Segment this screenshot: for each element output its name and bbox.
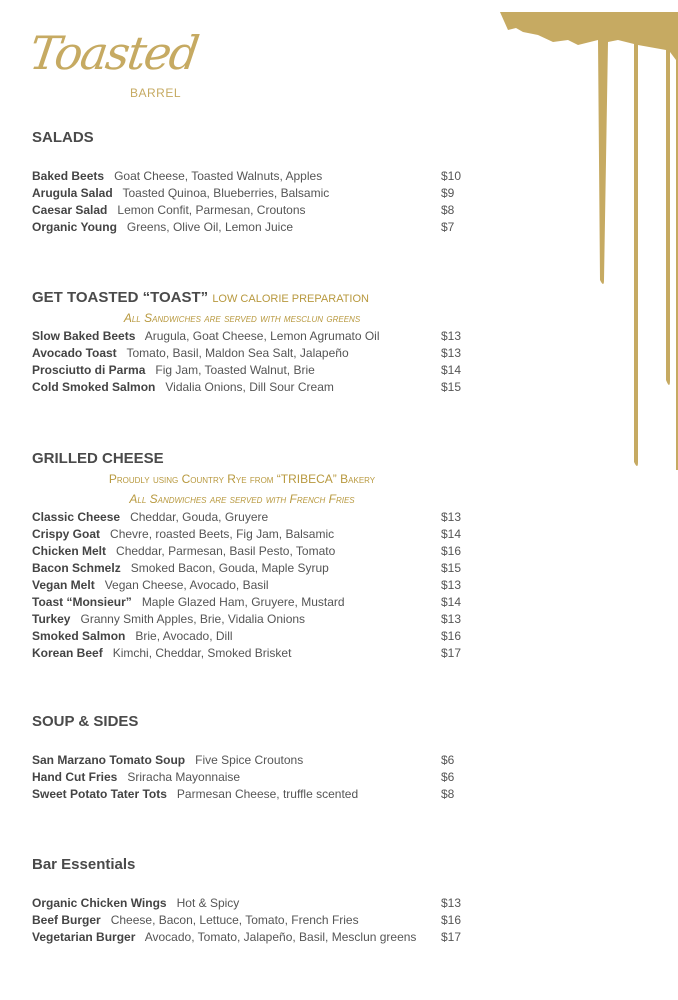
- item-price: $16: [441, 629, 462, 643]
- item-price: $8: [441, 203, 455, 217]
- item-name: Caesar Salad: [32, 203, 108, 217]
- item-name: Vegetarian Burger: [32, 930, 136, 944]
- item-name: Cold Smoked Salmon: [32, 380, 156, 394]
- item-description: Cheese, Bacon, Lettuce, Tomato, French Fries: [110, 913, 359, 927]
- item-price: $16: [441, 544, 462, 558]
- item-name: Sweet Potato Tater Tots: [32, 787, 167, 801]
- menu-item: [32, 645, 472, 662]
- section-subtitle: Proudly using Country Rye from “TRIBECA” Bakery: [108, 472, 376, 486]
- menu-item: [32, 219, 472, 236]
- item-description: Toasted Quinoa, Blueberries, Balsamic: [122, 186, 330, 200]
- menu-item: [32, 895, 472, 912]
- menu-item: [32, 168, 472, 185]
- item-description: Hot & Spicy: [176, 896, 240, 910]
- item-description: Avocado, Tomato, Jalapeño, Basil, Mesclun greens: [144, 930, 417, 944]
- brand-logo: [26, 18, 201, 108]
- item-description: Cheddar, Gouda, Gruyere: [130, 510, 269, 524]
- menu-item: [32, 202, 472, 219]
- section-title: [32, 288, 472, 308]
- section-title-text: SALADS: [32, 129, 94, 146]
- item-name: Chicken Melt: [32, 544, 107, 558]
- menu-item: [32, 543, 472, 560]
- item-price: $8: [441, 787, 455, 801]
- menu-section: [32, 288, 472, 396]
- item-name: Beef Burger: [32, 913, 101, 927]
- item-description: Maple Glazed Ham, Gruyere, Mustard: [141, 595, 345, 609]
- item-name: Smoked Salmon: [32, 629, 126, 643]
- menu-item: [32, 328, 472, 345]
- item-description: Arugula, Goat Cheese, Lemon Agrumato Oil: [144, 329, 380, 343]
- item-name: Prosciutto di Parma: [32, 363, 146, 377]
- section-title: [32, 128, 472, 148]
- item-price: $15: [441, 380, 462, 394]
- menu-section: [32, 449, 472, 662]
- item-price: $10: [441, 169, 462, 183]
- logo-script: Toasted: [26, 26, 201, 80]
- menu-item: [32, 345, 472, 362]
- item-description: Goat Cheese, Toasted Walnuts, Apples: [114, 169, 323, 183]
- item-description: Greens, Olive Oil, Lemon Juice: [126, 220, 293, 234]
- item-description: Chevre, roasted Beets, Fig Jam, Balsamic: [110, 527, 335, 541]
- item-description: Cheddar, Parmesan, Basil Pesto, Tomato: [116, 544, 336, 558]
- item-price: $7: [441, 220, 455, 234]
- item-price: $13: [441, 510, 462, 524]
- menu-item: [32, 786, 472, 803]
- menu-item: [32, 362, 472, 379]
- item-description: Tomato, Basil, Maldon Sea Salt, Jalapeño: [126, 346, 349, 360]
- item-description: Kimchi, Cheddar, Smoked Brisket: [112, 646, 292, 660]
- item-description: Parmesan Cheese, truffle scented: [176, 787, 359, 801]
- item-name: Bacon Schmelz: [32, 561, 121, 575]
- item-price: $13: [441, 329, 462, 343]
- item-name: Organic Young: [32, 220, 117, 234]
- item-description: Lemon Confit, Parmesan, Croutons: [117, 203, 306, 217]
- menu-item: [32, 769, 472, 786]
- item-description: Five Spice Croutons: [195, 753, 304, 767]
- item-description: Fig Jam, Toasted Walnut, Brie: [155, 363, 315, 377]
- menu-section: [32, 712, 472, 803]
- menu-item: [32, 752, 472, 769]
- menu-item: [32, 929, 472, 946]
- gold-drip-decoration: [498, 0, 678, 470]
- item-price: $17: [441, 646, 462, 660]
- item-price: $13: [441, 612, 462, 626]
- section-title-text: GRILLED CHEESE: [32, 450, 164, 467]
- menu-item: [32, 560, 472, 577]
- item-description: Smoked Bacon, Gouda, Maple Syrup: [130, 561, 329, 575]
- menu-section: [32, 855, 472, 946]
- item-description: Granny Smith Apples, Brie, Vidalia Onions: [80, 612, 306, 626]
- item-price: $13: [441, 346, 462, 360]
- menu-section: [32, 128, 472, 236]
- menu-item: [32, 379, 472, 396]
- item-price: $6: [441, 770, 455, 784]
- menu-item: [32, 577, 472, 594]
- menu-item: [32, 611, 472, 628]
- item-price: $16: [441, 913, 462, 927]
- item-price: $14: [441, 595, 462, 609]
- menu-item: [32, 594, 472, 611]
- section-subtitle: All Sandwiches are served with French Fries: [129, 492, 355, 506]
- section-note: LOW CALORIE PREPARATION: [212, 293, 369, 305]
- item-price: $6: [441, 753, 455, 767]
- item-name: Organic Chicken Wings: [32, 896, 167, 910]
- item-price: $9: [441, 186, 455, 200]
- item-price: $14: [441, 527, 462, 541]
- item-name: Arugula Salad: [32, 186, 113, 200]
- menu-item: [32, 628, 472, 645]
- item-name: Slow Baked Beets: [32, 329, 136, 343]
- item-name: Avocado Toast: [32, 346, 117, 360]
- item-name: Crispy Goat: [32, 527, 101, 541]
- section-title: [32, 855, 472, 875]
- item-description: Vidalia Onions, Dill Sour Cream: [165, 380, 334, 394]
- item-description: Brie, Avocado, Dill: [135, 629, 233, 643]
- item-name: Classic Cheese: [32, 510, 121, 524]
- item-name: Hand Cut Fries: [32, 770, 118, 784]
- section-title-text: Bar Essentials: [32, 856, 136, 873]
- item-name: Korean Beef: [32, 646, 103, 660]
- item-name: San Marzano Tomato Soup: [32, 753, 186, 767]
- menu-item: [32, 912, 472, 929]
- menu-item: [32, 185, 472, 202]
- item-description: Vegan Cheese, Avocado, Basil: [104, 578, 269, 592]
- item-name: Baked Beets: [32, 169, 105, 183]
- item-name: Toast “Monsieur”: [32, 595, 132, 609]
- item-price: $15: [441, 561, 462, 575]
- section-title: [32, 449, 472, 469]
- menu-item: [32, 509, 472, 526]
- section-title-text: GET TOASTED “TOAST”: [32, 289, 209, 306]
- item-price: $14: [441, 363, 462, 377]
- item-description: Sriracha Mayonnaise: [127, 770, 241, 784]
- section-title-text: SOUP & SIDES: [32, 713, 139, 730]
- item-price: $13: [441, 578, 462, 592]
- item-price: $17: [441, 930, 462, 944]
- section-subtitle: All Sandwiches are served with mesclun greens: [123, 311, 361, 325]
- item-name: Vegan Melt: [32, 578, 95, 592]
- item-name: Turkey: [32, 612, 71, 626]
- section-title: [32, 712, 472, 732]
- menu-item: [32, 526, 472, 543]
- logo-subtitle: BARREL: [130, 86, 182, 100]
- item-price: $13: [441, 896, 462, 910]
